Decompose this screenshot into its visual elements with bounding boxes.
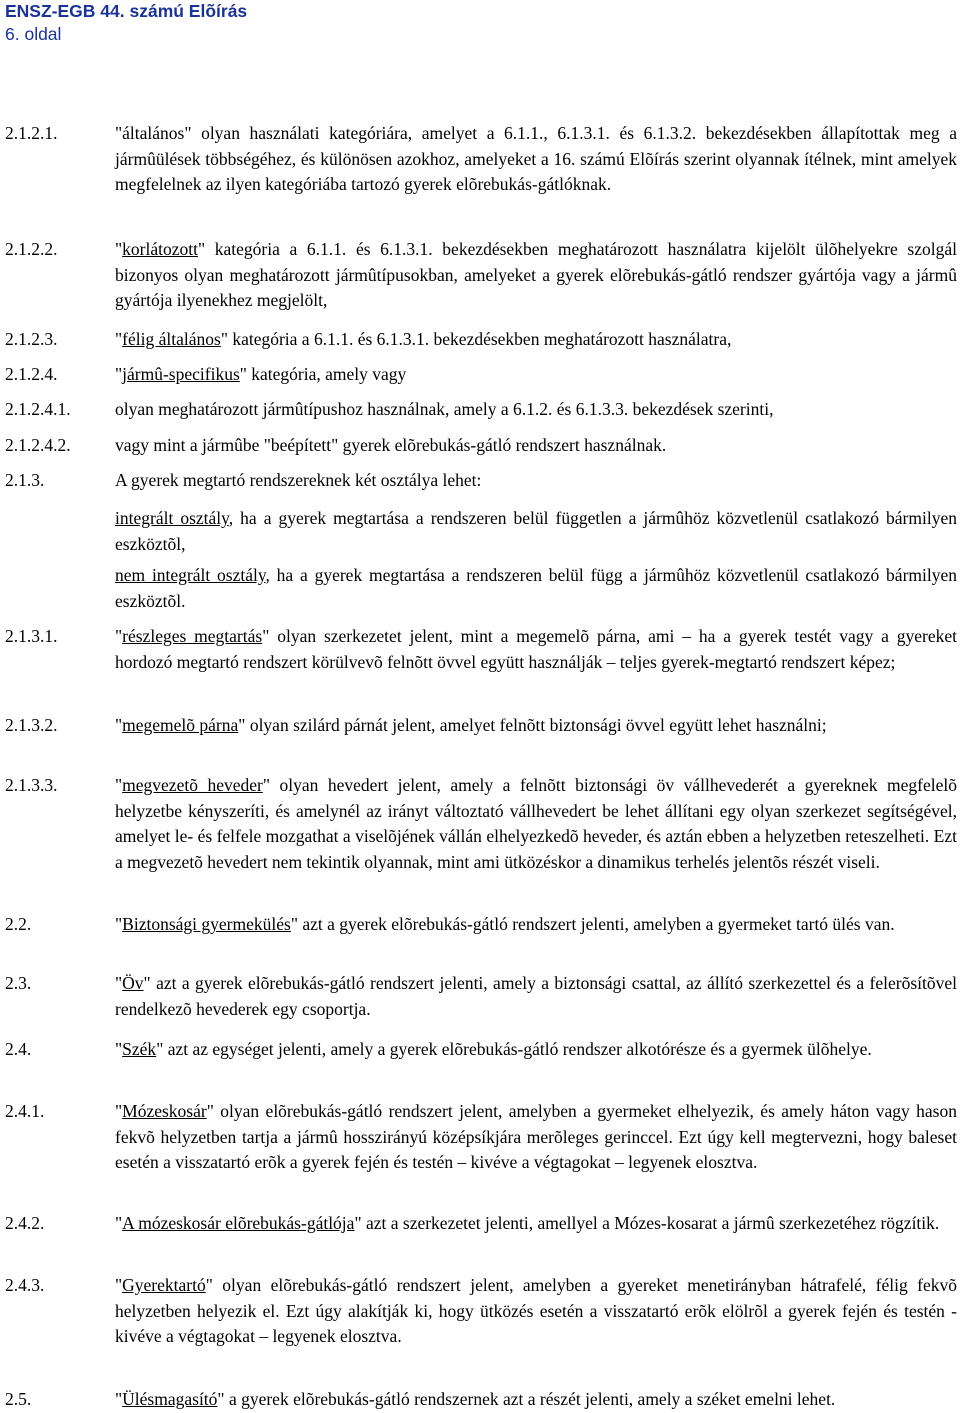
text-run: " [115, 1389, 123, 1409]
paragraph-text [115, 121, 957, 198]
paragraph-text [115, 327, 957, 353]
defined-term: megemelõ párna [122, 715, 239, 735]
text-run: " [115, 1039, 123, 1059]
defined-term: Biztonsági gyermekülés [122, 914, 291, 934]
text-run: " olyan elõrebukás-gátló rendszert jelent, amelyben a gyermeket elhelyezik, és amely háton vagy hason fekvõ helyzetben tartja a jármû hosszirányú középsíkjára merõleges gerinccel. Ezt úgy kell megtervezni, hogy baleset esetén a visszatartó erõk a gyerek fején és testén – kivéve a végtagokat – legyenek elosztva. [115, 1101, 957, 1172]
paragraph-number: 2.1.3.2. [5, 715, 58, 735]
paragraph-text [115, 773, 957, 875]
paragraph-text [115, 1099, 957, 1176]
paragraph-number: 2.1.2.3. [5, 329, 58, 349]
document-title: ENSZ-EGB 44. számú Elõírás [5, 1, 248, 21]
text-run: " [115, 914, 123, 934]
text-run: " olyan hevedert jelent, amely a felnõtt biztonsági öv vállhevederét a gyereknek megfelelõ helyzetbe kényszeríti, és amelynél az irányt változtató vállhevedert be lehet állítani egy olyan szerkezet segítségével, amelyet le- és felfele mozgathat a viselõjének vállán elhelyezkedõ heveder, és aztán ebben a helyzetben reteszelheti. Ezt a megvezetõ hevedert nem tekintik olyannak, mint ami ütközéskor a dinamikus terhelés jelentõs részét viseli. [115, 775, 957, 872]
text-run: " azt a gyerek elõrebukás-gátló rendszert jelenti, amely a biztonsági csattal, az állító szerkezettel és a felerõsítõvel rendelkezõ hevederek egy csoportja. [115, 973, 957, 1019]
text-run: " kategória a 6.1.1. és 6.1.3.1. bekezdésekben meghatározott használatra kijelölt ülõhelyekre szolgál bizonyos olyan meghatározott jármûtípusokban, amelyeket a gyerek elõrebukás-gátló rendszer gyártója vagy a jármû gyártója ilyenekhez megjelölt, [115, 239, 957, 310]
text-run: " [115, 239, 123, 259]
paragraph-number: 2.1.2.4.2. [5, 435, 71, 455]
defined-term: Szék [122, 1039, 157, 1059]
paragraph-text [115, 563, 957, 614]
text-run: olyan meghatározott jármûtípushoz használnak, amely a 6.1.2. és 6.1.3.3. bekezdések szerinti, [115, 399, 774, 419]
defined-term: korlátozott [122, 239, 198, 259]
text-run: , ha a gyerek megtartása a rendszeren belül függ a jármûhöz közvetlenül csatlakozó bármilyen eszköztõl. [115, 565, 958, 611]
page-number: 6. oldal [5, 24, 62, 44]
text-run: A gyerek megtartó rendszereknek két osztálya lehet: [115, 470, 482, 490]
text-run: "általános" olyan használati kategóriára, amelyet a 6.1.1., 6.1.3.1. és 6.1.3.2. bekezdésekben állapítottak meg a jármûülések többségéhez, és különösen azokhoz, amelyeket a 16. számú Elõírás szerint olyannak ítélnek, mint amelyek megfelelnek az ilyen kategóriába tartozó gyerek elõrebukás-gátlóknak. [115, 123, 957, 194]
text-run: " olyan szilárd párnát jelent, amelyet felnõtt biztonsági övvel együtt lehet használni; [238, 715, 827, 735]
text-run: " [115, 1213, 123, 1233]
text-run: " olyan szerkezetet jelent, mint a megemelõ párna, ami – ha a gyerek testét vagy a gyereket hordozó megtartó rendszert körülvevõ felnõtt övvel együtt használják – teljes gyerek-megtartó rendszert képez; [115, 626, 957, 672]
text-run: " [115, 973, 123, 993]
paragraph-number: 2.5. [5, 1389, 32, 1409]
defined-term: félig általános [122, 329, 221, 349]
defined-term: megvezetõ heveder [122, 775, 263, 795]
paragraph-number: 2.4.1. [5, 1101, 45, 1121]
paragraph-number: 2.4.2. [5, 1213, 45, 1233]
paragraph-text [115, 624, 957, 675]
paragraph-text [115, 1387, 957, 1413]
text-run: " azt a szerkezetet jelenti, amellyel a Mózes-kosarat a jármû szerkezetéhez rögzítik. [354, 1213, 940, 1233]
paragraph-text [115, 971, 957, 1022]
paragraph-number: 2.1.3.1. [5, 626, 58, 646]
defined-term: Gyerektartó [122, 1275, 206, 1295]
paragraph-number: 2.1.2.4. [5, 364, 58, 384]
text-run: " [115, 1101, 123, 1121]
defined-term: A mózeskosár elõrebukás-gátlója [122, 1213, 355, 1233]
defined-term: részleges megtartás [122, 626, 263, 646]
text-run: " azt az egységet jelenti, amely a gyerek elõrebukás-gátló rendszer alkotórésze és a gyermek ülõhelye. [156, 1039, 872, 1059]
text-run: " a gyerek elõrebukás-gátló rendszernek azt a részét jelenti, amely a széket emelni lehet. [217, 1389, 836, 1409]
defined-term: Öv [122, 973, 144, 993]
paragraph-text [115, 362, 957, 388]
paragraph-number: 2.1.2.1. [5, 123, 58, 143]
paragraph-number: 2.1.3. [5, 470, 45, 490]
text-run: " [115, 775, 123, 795]
paragraph-number: 2.1.2.4.1. [5, 399, 71, 419]
text-run: " kategória a 6.1.1. és 6.1.3.1. bekezdésekben meghatározott használatra, [220, 329, 732, 349]
text-run: " azt a gyerek elõrebukás-gátló rendszert jelenti, amelyben a gyermeket tartó ülés van. [290, 914, 895, 934]
defined-term: Ülésmagasító [122, 1389, 218, 1409]
text-run: " kategória, amely vagy [239, 364, 407, 384]
text-run: " [115, 364, 123, 384]
paragraph-text [115, 433, 957, 459]
document-header [5, 0, 247, 46]
defined-term: Mózeskosár [122, 1101, 207, 1121]
paragraph-text [115, 1273, 957, 1350]
paragraph-number: 2.1.2.2. [5, 239, 58, 259]
paragraph-text [115, 1037, 957, 1063]
paragraph-text [115, 506, 957, 557]
text-run: " [115, 715, 123, 735]
paragraph-text [115, 237, 957, 314]
text-run: " [115, 626, 123, 646]
paragraph-text [115, 713, 957, 739]
paragraph-number: 2.1.3.3. [5, 775, 58, 795]
text-run: , ha a gyerek megtartása a rendszeren belül független a jármûhöz közvetlenül csatlakozó bármilyen eszköztõl, [115, 508, 957, 554]
paragraph-text [115, 397, 957, 423]
text-run: vagy mint a jármûbe "beépített" gyerek elõrebukás-gátló rendszert használnak. [115, 435, 667, 455]
paragraph-text [115, 1211, 957, 1237]
paragraph-text [115, 912, 957, 938]
paragraph-text [115, 468, 957, 494]
paragraph-number: 2.3. [5, 973, 32, 993]
defined-term: jármû-specifikus [122, 364, 240, 384]
paragraph-number: 2.4.3. [5, 1275, 45, 1295]
defined-term: integrált osztály [115, 508, 229, 528]
text-run: " olyan elõrebukás-gátló rendszert jelent, amelyben a gyereket menetirányban hátrafelé, félig fekvõ helyzetben helyezik el. Ezt úgy alakítják ki, hogy ütközés esetén a visszatartó erõk elölrõl a gyerek fején és testén - kivéve a végtagokat – legyenek elosztva. [115, 1275, 957, 1346]
defined-term: nem integrált osztály [115, 565, 266, 585]
paragraph-number: 2.2. [5, 914, 32, 934]
text-run: " [115, 329, 123, 349]
paragraph-number: 2.4. [5, 1039, 32, 1059]
text-run: " [115, 1275, 123, 1295]
